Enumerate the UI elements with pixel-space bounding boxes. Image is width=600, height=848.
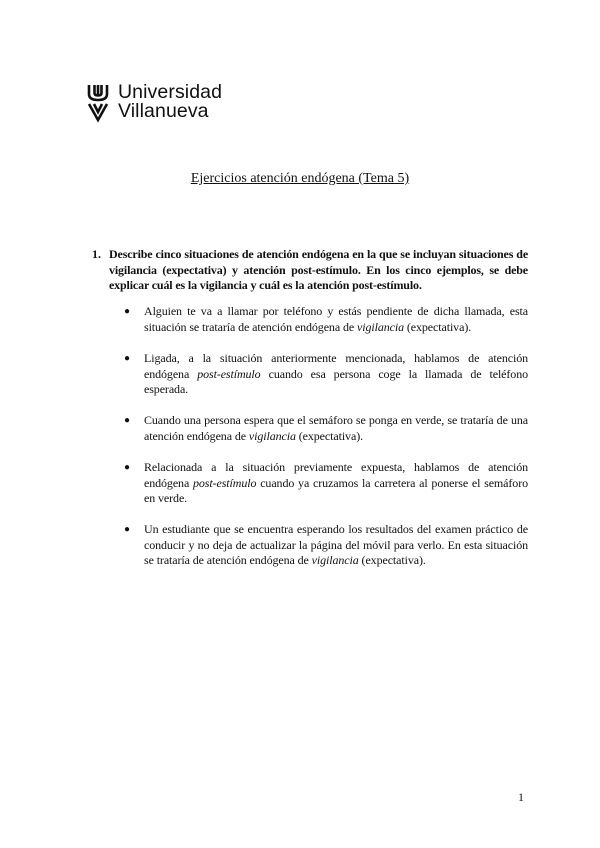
bullet-icon: ● xyxy=(124,462,130,473)
list-item: ● Alguien te va a llamar por teléfono y estás pendiente de dicha llamada, esta situación se trataría de atención endógena de vigilancia (expectativa). xyxy=(124,304,528,334)
list-item: ● Un estudiante que se encuentra esperando los resultados del examen práctico de conducir y no deja de actualizar la página del móvil para verlo. En esta situación se trataría de atención endógena de vigilancia (expectativa). xyxy=(124,522,528,568)
list-item: ● Relacionada a la situación previamente expuesta, hablamos de atención endógena post-estímulo cuando ya cruzamos la carretera al ponerse el semáforo en verde. xyxy=(124,460,528,506)
university-emblem-icon xyxy=(86,83,110,123)
logo-line-1: Universidad xyxy=(118,81,223,103)
bullet-icon: ● xyxy=(124,415,130,426)
list-item: ● Ligada, a la situación anteriormente mencionada, hablamos de atención endógena post-estímulo cuando esa persona coge la llamada de teléfono esperada. xyxy=(124,351,528,397)
question-text: Describe cinco situaciones de atención endógena en la que se incluyan situaciones de vigilancia (expectativa) y atención post-estímulo. En los cinco ejemplos, se debe explicar cuál es la vigilancia y cuál es la atención post-estímulo. xyxy=(109,247,528,292)
logo-line-2: Villanueva xyxy=(118,100,209,122)
page-number: 1 xyxy=(518,790,524,804)
university-name xyxy=(118,83,222,121)
document-title: Ejercicios atención endógena (Tema 5) xyxy=(190,171,410,186)
question-1 xyxy=(92,247,528,294)
bullet-icon: ● xyxy=(124,524,130,535)
list-item: ● Cuando una persona espera que el semáforo se ponga en verde, se trataría de una atención endógena de vigilancia (expectativa). xyxy=(124,413,528,443)
bullet-icon: ● xyxy=(124,306,130,317)
question-number: 1. xyxy=(92,247,101,261)
university-logo xyxy=(86,83,256,125)
bullet-icon: ● xyxy=(124,353,130,364)
